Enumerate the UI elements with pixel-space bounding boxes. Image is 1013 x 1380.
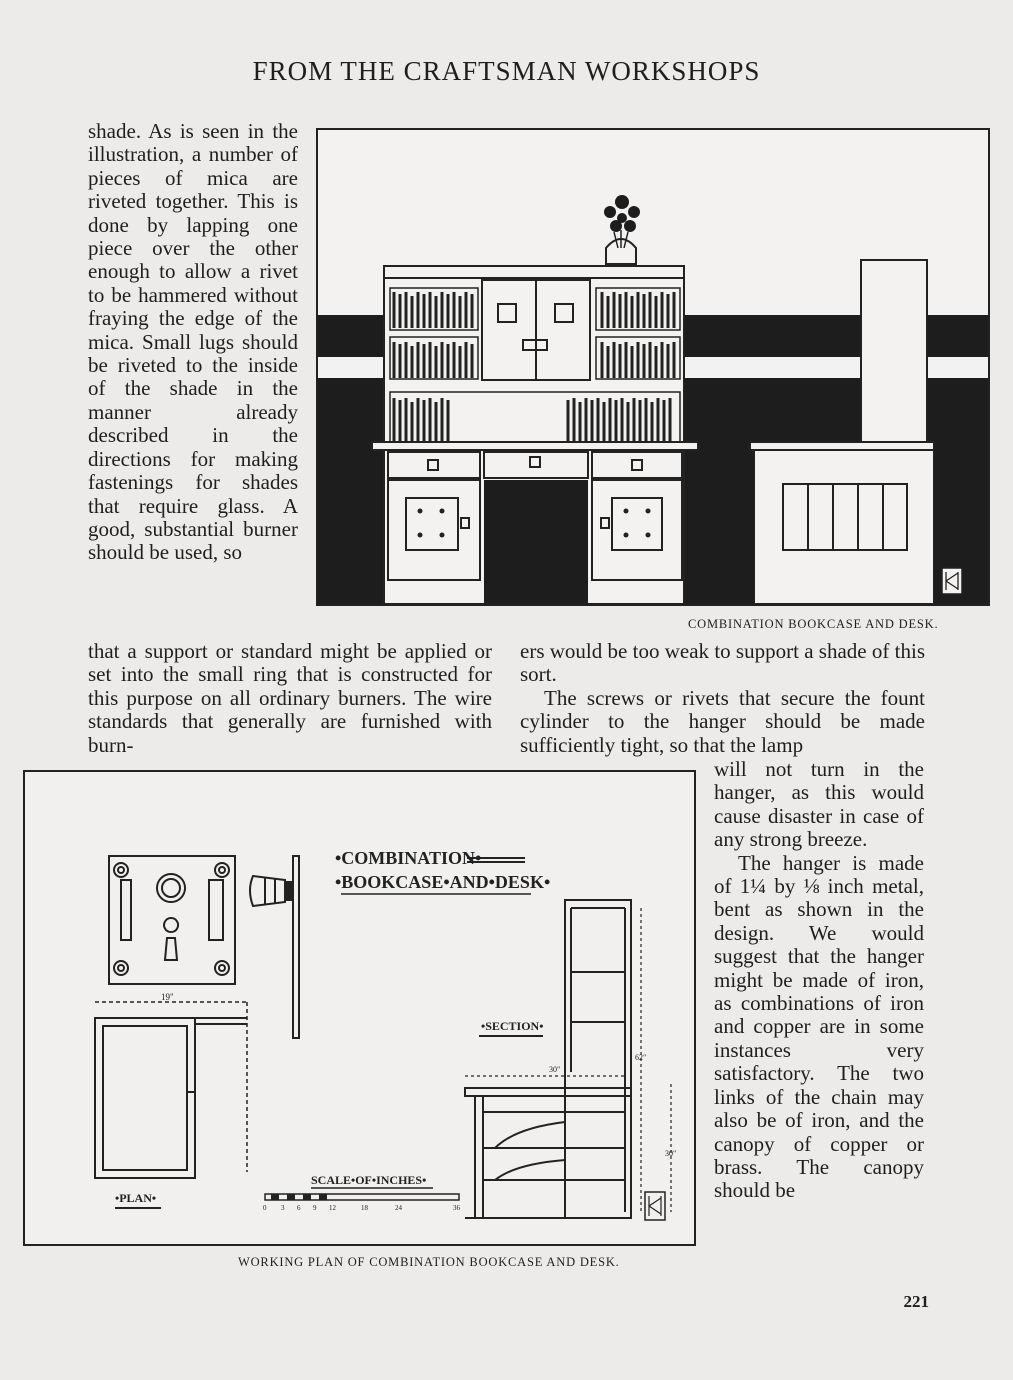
bottom-right-paragraph-1: will not turn in the hanger, as this would cause disaster in case of any strong breeze. xyxy=(714,757,924,852)
bottom-figure-caption: WORKING PLAN OF COMBINATION BOOKCASE AND DESK. xyxy=(238,1255,620,1269)
middle-right-text xyxy=(520,640,925,757)
desk-height-dimension: 30" xyxy=(665,1149,677,1158)
bookcase-desk-illustration xyxy=(316,128,990,606)
bottom-right-text xyxy=(714,758,924,1203)
total-height-dimension: 62" xyxy=(635,1053,647,1062)
top-figure-caption: COMBINATION BOOKCASE AND DESK. xyxy=(688,617,939,631)
scale-tick-36: 36 xyxy=(453,1204,460,1212)
middle-left-text xyxy=(88,640,492,757)
plan-width-dimension: 19" xyxy=(161,992,174,1002)
running-header: FROM THE CRAFTSMAN WORKSHOPS xyxy=(252,56,761,86)
section-depth-dimension: 30" xyxy=(549,1065,561,1074)
scale-tick-3: 3 xyxy=(281,1204,285,1212)
left-column-text xyxy=(88,120,298,565)
drawing-title-line-1: •COMBINATION• xyxy=(335,848,482,868)
scale-tick-24: 24 xyxy=(395,1204,402,1212)
working-plan-drawing xyxy=(23,770,696,1246)
working-plan-svg xyxy=(25,772,694,1244)
section-label: •SECTION• xyxy=(481,1019,544,1033)
scale-tick-12: 12 xyxy=(329,1204,336,1212)
scale-tick-18: 18 xyxy=(361,1204,368,1212)
scale-tick-6: 6 xyxy=(297,1204,301,1212)
page-number: 221 xyxy=(903,1292,929,1311)
scale-tick-0: 0 xyxy=(263,1204,267,1212)
middle-right-paragraph-1: ers would be too weak to support a shade of this sort. xyxy=(520,639,925,687)
bottom-right-paragraph-2: The hanger is made of 1¼ by ⅛ inch metal, bent as shown in the design. We would suggest that the hanger might be made of iron, as combinations of iron and copper are in some instances very satisfactory. The two links of the chain may also be of iron, and the canopy of copper or brass. The canopy should be xyxy=(714,850,924,1203)
bookcase-desk-drawing xyxy=(318,130,988,604)
middle-left-paragraph: that a support or standard might be applied or set into the small ring that is constructed for this purpose on all ordinary burners. The wire standards that generally are furnished with burn- xyxy=(88,639,492,757)
scale-tick-9: 9 xyxy=(313,1204,317,1212)
middle-right-paragraph-2: The screws or rivets that secure the fount cylinder to the hanger should be made sufficiently tight, so that the lamp xyxy=(520,685,925,757)
drawing-title-line-2: •BOOKCASE•AND•DESK• xyxy=(335,872,551,892)
left-column-paragraph: shade. As is seen in the illustration, a number of pieces of mica are riveted together. This is done by lapping one piece over the other enough to allow a rivet to be hammered without fraying the edge of the mica. Small lugs should be riveted to the inside of the shade in the manner already described in the directions for making fastenings for shades that require glass. A good, substantial burner should be used, so xyxy=(88,119,298,565)
scale-label: SCALE•OF•INCHES• xyxy=(311,1173,427,1187)
plan-label: •PLAN• xyxy=(115,1191,157,1205)
